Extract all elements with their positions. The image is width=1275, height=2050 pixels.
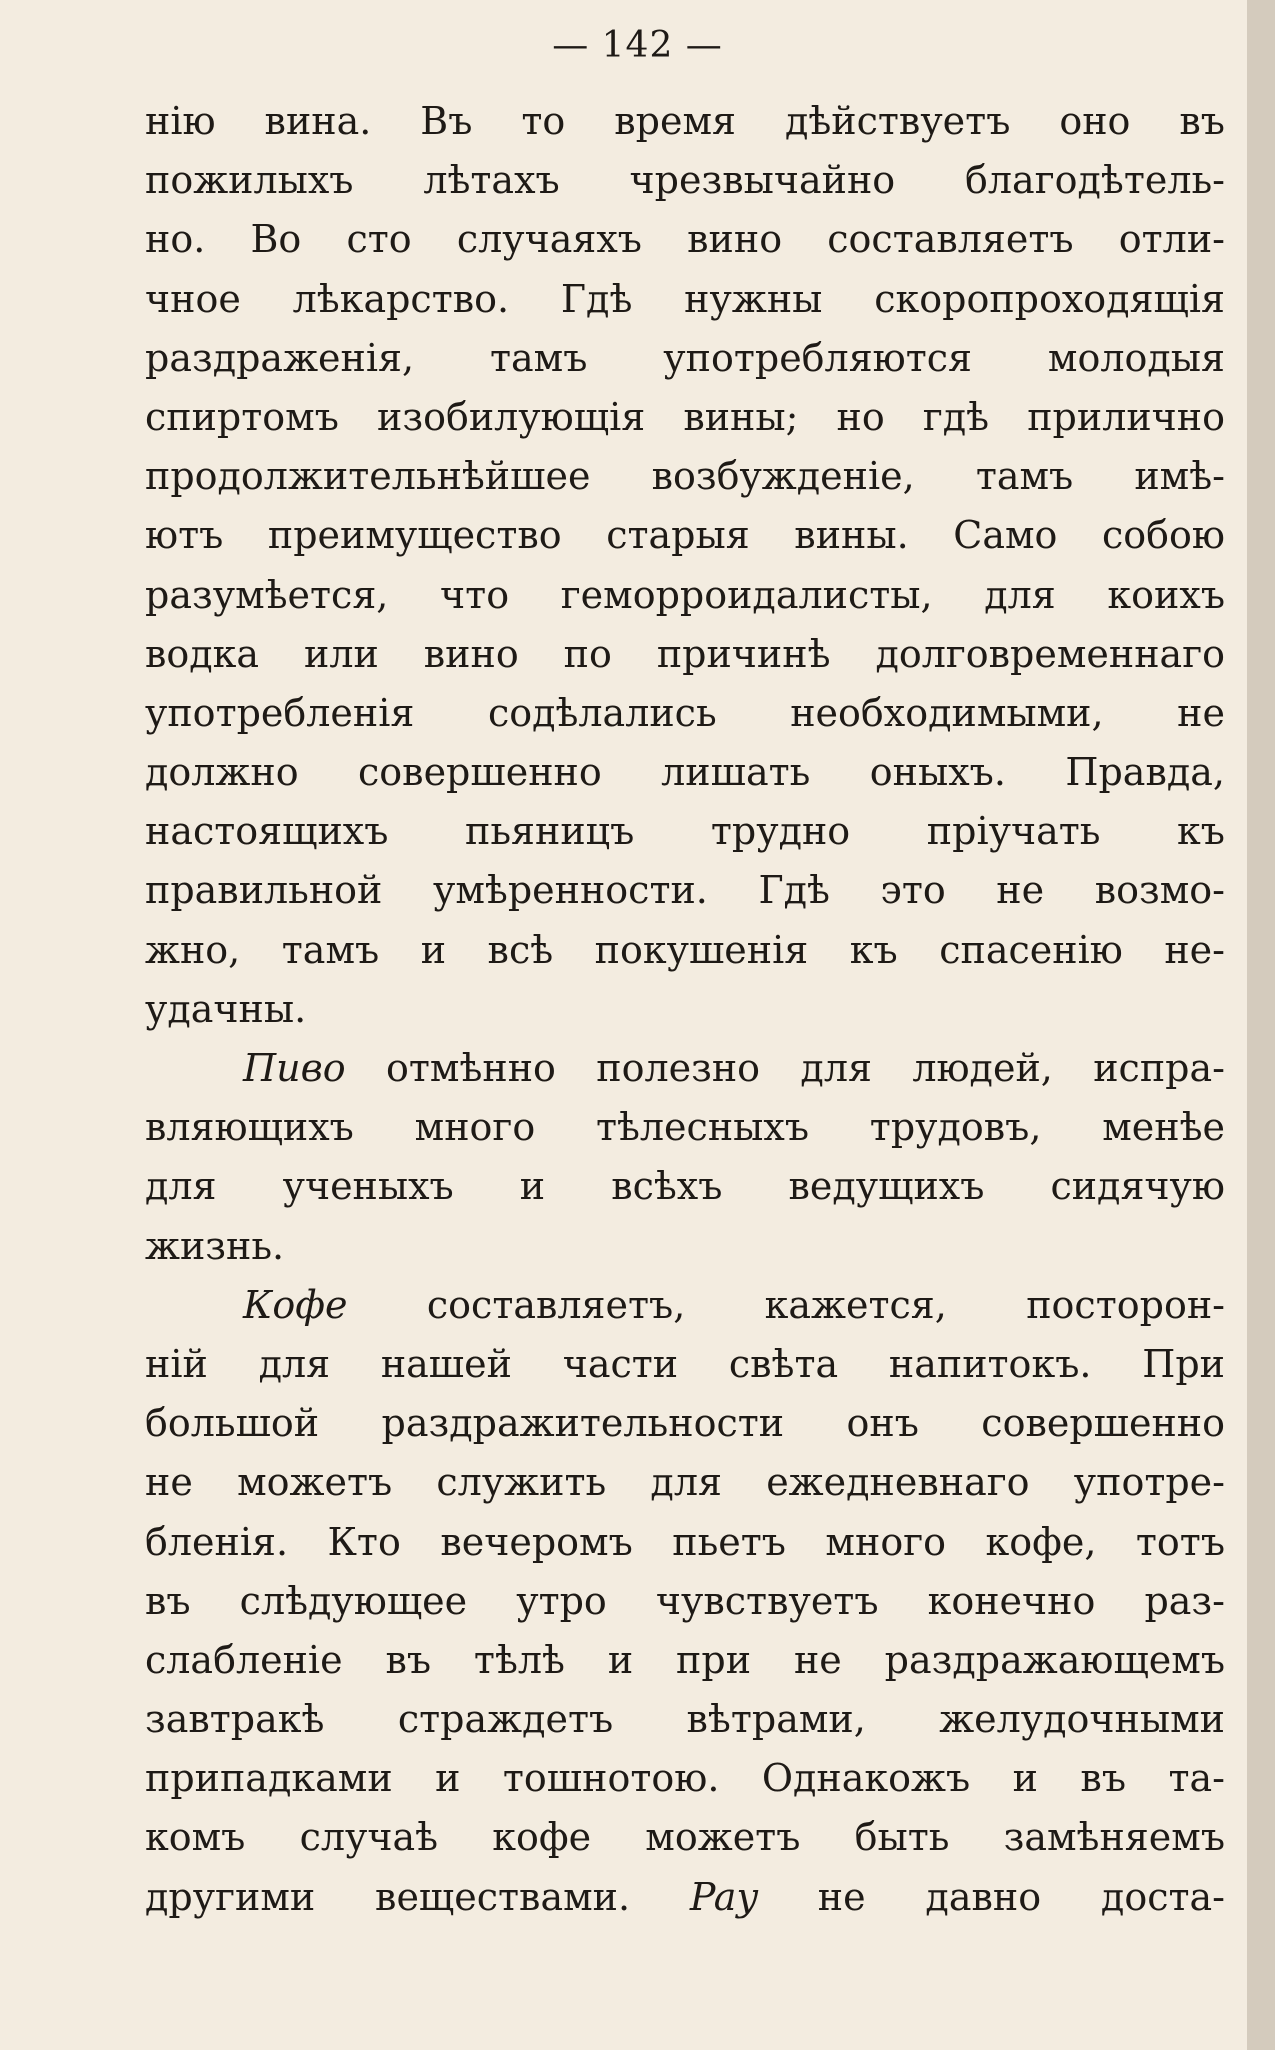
text-line: ютъ преимущество старыя вины. Само собою	[145, 513, 1225, 558]
text-line: употребленія содѣлались необходимыми, не	[145, 690, 1225, 735]
text-line: продолжительнѣйшее возбужденіе, тамъ имѣ-	[145, 454, 1225, 499]
emphasis-term: Pay	[689, 1874, 758, 1919]
text-line: удачны.	[145, 986, 307, 1031]
text-line: жизнь.	[145, 1223, 285, 1268]
text-line: припадками и тошнотою. Однакожъ и въ та-	[145, 1756, 1225, 1801]
text-line: для ученыхъ и всѣхъ ведущихъ сидячую	[145, 1164, 1225, 1209]
text-line: бленія. Кто вечеромъ пьетъ много кофе, тотъ	[145, 1519, 1225, 1564]
text-line: чное лѣкарство. Гдѣ нужны скоропроходящія	[145, 276, 1225, 321]
text-line: въ слѣдующее утро чувствуетъ конечно раз-	[145, 1578, 1225, 1623]
text-line: другими веществами. Pay не давно доста-	[145, 1874, 1225, 1919]
text-line: жно, тамъ и всѣ покушенія къ спасенію не-	[145, 927, 1225, 972]
text-line: раздраженія, тамъ употребляются молодыя	[145, 335, 1225, 380]
text-line: ній для нашей части свѣта напитокъ. При	[145, 1341, 1225, 1386]
text-line: пожилыхъ лѣтахъ чрезвычайно благодѣтель-	[145, 158, 1225, 203]
body-text	[145, 92, 1225, 1927]
text-line: большой раздражительности онъ совершенно	[145, 1401, 1225, 1446]
text-line: должно совершенно лишать оныхъ. Правда,	[145, 750, 1225, 795]
paragraph-start-line: Кофе составляетъ, кажется, посторон-	[243, 1282, 1225, 1327]
text-line: но. Во сто случаяхъ вино составляетъ отли-	[145, 217, 1225, 262]
paragraph-start-line: Пиво отмѣнно полезно для людей, испра-	[243, 1046, 1225, 1090]
emphasis-term: Пиво	[243, 1046, 346, 1090]
page-number: — 142 —	[552, 25, 723, 66]
text-line: нію вина. Въ то время дѣйствуетъ оно въ	[145, 99, 1225, 143]
text-line: разумѣется, что геморроидалисты, для коихъ	[145, 572, 1225, 617]
text-line: вляющихъ много тѣлесныхъ трудовъ, менѣе	[145, 1105, 1225, 1150]
text-line: спиртомъ изобилующія вины; но гдѣ прилично	[145, 394, 1225, 439]
text-line: настоящихъ пьяницъ трудно пріучать къ	[145, 809, 1225, 854]
text-line: слабленіе въ тѣлѣ и при не раздражающемъ	[145, 1637, 1225, 1682]
text-line: не можетъ служить для ежедневнаго употре-	[145, 1460, 1225, 1505]
text-line: комъ случаѣ кофе можетъ быть замѣняемъ	[145, 1815, 1225, 1860]
text-line: завтракѣ страждетъ вѣтрами, желудочными	[145, 1697, 1225, 1742]
emphasis-term: Кофе	[243, 1282, 348, 1327]
text-line: правильной умѣренности. Гдѣ это не возмо-	[145, 868, 1225, 913]
text-line: водка или вино по причинѣ долговременнаго	[145, 631, 1225, 676]
